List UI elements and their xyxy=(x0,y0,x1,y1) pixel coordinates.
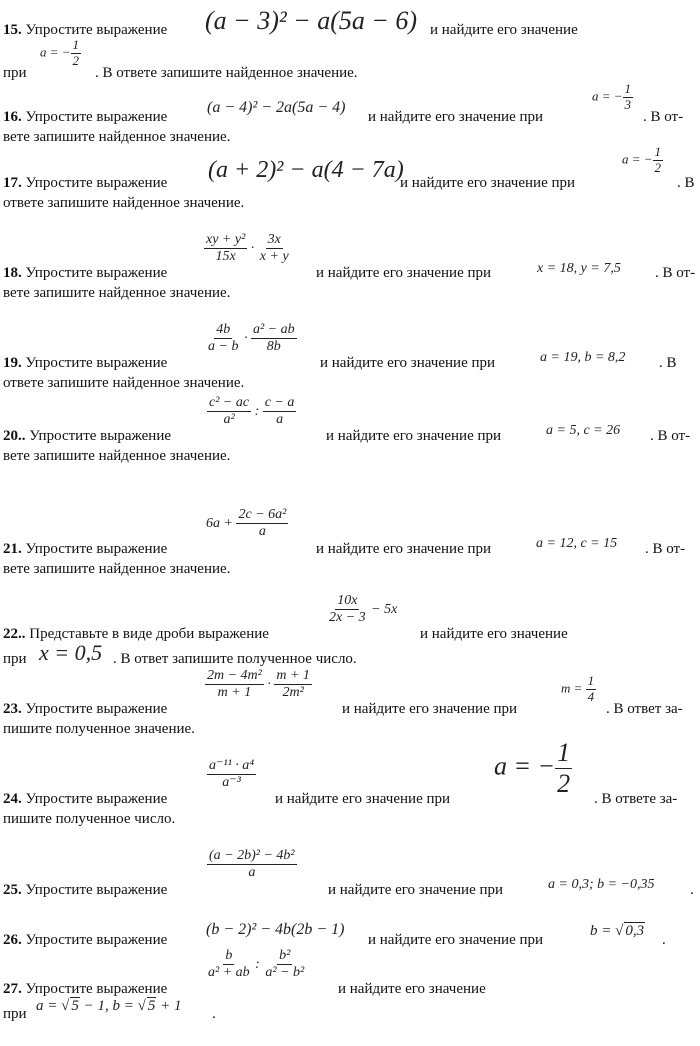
problem-26-expression: (b − 2)² − 4b(2b − 1) xyxy=(206,921,345,938)
problem-19-condition: a = 19, b = 8,2 xyxy=(540,350,626,365)
problem-21-condition: a = 12, c = 15 xyxy=(536,536,618,551)
problem-20-condition: a = 5, c = 26 xyxy=(546,423,621,438)
problem-20-tail: . В от- xyxy=(650,428,691,444)
problem-25-line1: 25. Упростите выражение xyxy=(3,882,168,898)
problem-18-line1: 18. Упростите выражение xyxy=(3,265,168,281)
problem-22-line1: 22.. Представьте в виде дроби выражение xyxy=(3,626,269,642)
problem-17-condition: a = − $\frac{1}{2}$ xyxy=(622,144,662,175)
problem-26-condition: b = √ 0,3 xyxy=(590,923,645,939)
problem-19-expression: $\frac{4b}{a - b}$ · $\frac{\text{a² − ab}}{8b}$ xyxy=(208,322,295,355)
problem-25-tail: . xyxy=(690,882,694,898)
problem-27-expression: $\frac{b}{\text{a² + ab}}$ : $\frac{\text{b²}}{\text{a² − b²}}$ xyxy=(208,948,305,981)
problem-22-mid: и найдите его значение xyxy=(420,626,568,642)
problem-22-condition: x = 0,5 xyxy=(39,640,103,665)
problem-15-pre: при xyxy=(3,65,27,81)
problem-24-tail: . В ответе за- xyxy=(594,791,678,807)
problem-26-tail: . xyxy=(662,932,666,948)
problem-27-line1: 27. Упростите выражение xyxy=(3,981,168,997)
problem-16-mid: и найдите его значение при xyxy=(368,109,544,125)
problem-23-line1: 23. Упростите выражение xyxy=(3,701,168,717)
problem-20-line2: вете запишите найденное значение. xyxy=(3,448,231,464)
problem-23-tail: . В ответ за- xyxy=(606,701,683,717)
problem-17-tail: . В xyxy=(677,175,695,191)
problem-16-tail: . В от- xyxy=(643,109,684,125)
problem-22-line2: . В ответ запишите полученное число. xyxy=(113,651,357,667)
problem-17-mid: и найдите его значение при xyxy=(400,175,576,191)
problem-21-expression: 6a + $\frac{\text{2c − 6a²}}{a}$ xyxy=(206,507,287,540)
problem-20-mid: и найдите его значение при xyxy=(326,428,502,444)
problem-23-expression: $\frac{\text{2m − 4m²}}{m + 1}$ · $\frac{m + 1}{\text{2m²}}$ xyxy=(207,668,310,701)
problem-24-condition: a = − $\frac{1}{2}$ xyxy=(494,738,571,798)
problem-21-line1: 21. Упростите выражение xyxy=(3,541,168,557)
problem-26-mid: и найдите его значение при xyxy=(368,932,544,948)
problem-19-line1: 19. Упростите выражение xyxy=(3,355,168,371)
problem-24-expression: $\frac{\text{a⁻¹¹ · a⁴}}{\text{a⁻³}}$ xyxy=(209,758,255,791)
problem-16-expression: (a − 4)² − 2a(5a − 4) xyxy=(207,99,346,116)
problem-17-expression: (a + 2)² − a(4 − 7a) xyxy=(208,157,404,183)
problem-24-mid: и найдите его значение при xyxy=(275,791,451,807)
problem-19-tail: . В xyxy=(659,355,677,371)
problem-27-mid: и найдите его значение xyxy=(338,981,486,997)
problem-27-pre: при xyxy=(3,1006,27,1022)
problem-25-condition: a = 0,3; b = −0,35 xyxy=(548,877,655,892)
problem-24-line1: 24. Упростите выражение xyxy=(3,791,168,807)
problem-21-mid: и найдите его значение при xyxy=(316,541,492,557)
problem-23-condition: m = $\frac{1}{4}$ xyxy=(561,673,595,704)
problem-15-mid: и найдите его значение xyxy=(430,22,578,38)
problem-15-line1: 15. Упростите выражение xyxy=(3,22,168,38)
problem-27-condition: a = √ 5 − 1, b = √ 5 + 1 xyxy=(36,998,182,1014)
problem-15-expression: (a − 3)² − a(5a − 6) xyxy=(205,6,418,35)
problem-18-line2: вете запишите найденное значение. xyxy=(3,285,231,301)
problem-27-tail: . xyxy=(212,1006,216,1022)
problem-23-mid: и найдите его значение при xyxy=(342,701,518,717)
problem-19-mid: и найдите его значение при xyxy=(320,355,496,371)
problem-26-line1: 26. Упростите выражение xyxy=(3,932,168,948)
problem-24-line2: пишите полученное число. xyxy=(3,811,176,827)
problem-18-condition: x = 18, y = 7,5 xyxy=(537,261,621,276)
problem-18-mid: и найдите его значение при xyxy=(316,265,492,281)
problem-18-tail: . В от- xyxy=(655,265,696,281)
problem-21-line2: вете запишите найденное значение. xyxy=(3,561,231,577)
problem-15-line2: . В ответе запишите найденное значение. xyxy=(95,65,358,81)
problem-21-tail: . В от- xyxy=(645,541,686,557)
problem-17-line2: ответе запишите найденное значение. xyxy=(3,195,245,211)
problem-17-line1: 17. Упростите выражение xyxy=(3,175,168,191)
problem-18-expression: $\frac{\text{xy + y²}}{15x}$ · $\frac{3x}{x + y}$ xyxy=(206,232,289,265)
problem-25-mid: и найдите его значение при xyxy=(328,882,504,898)
problem-23-line2: пишите полученное значение. xyxy=(3,721,195,737)
problem-15-condition: a = − $\frac{1}{2}$ xyxy=(40,37,80,68)
problem-16-condition: a = − $\frac{1}{3}$ xyxy=(592,81,632,112)
problem-16-line1: 16. Упростите выражение xyxy=(3,109,168,125)
problem-22-pre: при xyxy=(3,651,27,667)
problem-20-line1: 20.. Упростите выражение xyxy=(3,428,172,444)
problem-16-line2: вете запишите найденное значение. xyxy=(3,129,231,145)
problem-20-expression: $\frac{\text{c² − ac}}{\text{a²}}$ : $\frac{c - a}{a}$ xyxy=(209,395,295,428)
problem-22-expression: $\frac{10x}{2x - 3}$ − 5x xyxy=(329,593,398,626)
problem-19-line2: ответе запишите найденное значение. xyxy=(3,375,245,391)
problem-25-expression: $\frac{\text{(a − 2b)² − 4b²}}{a}$ xyxy=(209,848,295,881)
